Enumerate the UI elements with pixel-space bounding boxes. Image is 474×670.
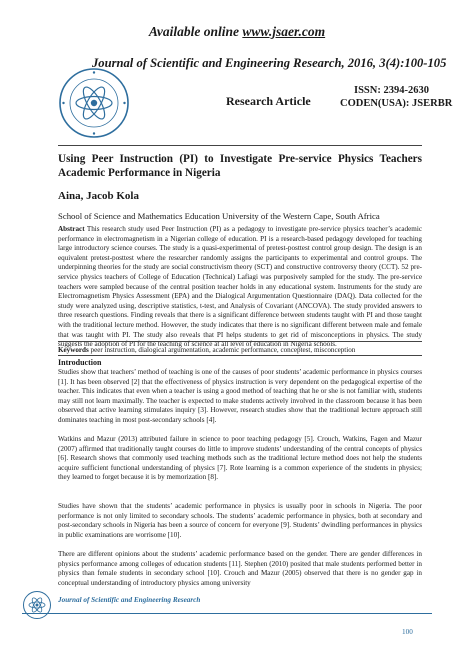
abstract	[58, 225, 422, 350]
page-number: 100	[402, 628, 413, 636]
abstract-label: Abstract	[58, 225, 85, 233]
coden: CODEN(USA): JSERBR	[340, 98, 453, 109]
keywords-text: peer instruction, dialogical argumentation, academic performance, conceptest, misconception	[88, 346, 356, 354]
journal-seal-icon	[22, 590, 52, 620]
footer-divider	[22, 613, 432, 614]
keywords-label: Keywords	[58, 346, 89, 354]
available-online-prefix: Available online	[148, 24, 243, 39]
keywords	[58, 346, 428, 354]
intro-paragraph: Watkins and Mazur (2013) attributed failure in science to poor teaching pedagogy [5]. Crouch, Watkins, Fagen and Mazur (2007) affirmed that traditionally taught courses do little to improve students’ understanding of the central concepts of physics [6]. Research shows that commonly used teaching methods such as the traditional lecture method does not help the students acquire sufficient functional understanding of physics [7]. Rote learning is a common experience of the students in physics; they learned to forget because it is by memorization [8].	[58, 435, 422, 482]
abstract-text: This research study used Peer Instruction (PI) as a pedagogy to investigate pre-service physics teacher’s academic performance in electromagnetism in a Nigerian college of education. PI is a research-based pedagogy developed for teaching large introductory science courses. The study is a quasi-experimental of pretest-posttest control group design. The design is an equivalent pretest-posttest where the researcher randomly assigns the participants to experimental and control groups. The underpinning theories for the study are social constructivism theory (SCT) and constructive controversy theory (CCT). 52 pre-service physics teachers of College of Education (Technical) Lafiagi was purposively sampled for the study. The pre-service teachers were sampled because of the central position teacher holds in any educational system. Instruments for the study are Electromagnetism Physics Assessment (EPA) and the Dialogical Argumentation Questionnaire (DAQ). Data collected for the study were analyzed using, descriptive statistics, t-test, and Analysis of Covariant (ANCOVA). The study provided answers to three research questions. Finding reveals that there is a significant difference between students taught with PI and those taught with the traditional lecture method. However, the study indicates that there is no significant different between male and female that was taught with PI. The study also reveals that PI helps students to get rid of misconceptions in physics. The study suggests the adoption of PI for the teaching of science at all level of education in Nigeria schools.	[58, 225, 422, 349]
article-type: Research Article	[226, 94, 311, 108]
available-online-line	[0, 24, 474, 40]
abstract-divider	[58, 341, 422, 342]
atom-seal-icon	[58, 67, 130, 139]
issn: ISSN: 2394-2630	[354, 85, 429, 96]
journal-citation: Journal of Scientific and Engineering Research, 2016, 3(4):100-105	[92, 56, 447, 70]
paper-title: Using Peer Instruction (PI) to Investigate Pre-service Physics Teachers Academic Performance in Nigeria	[58, 153, 422, 179]
paper-authors: Aina, Jacob Kola	[58, 190, 139, 202]
keywords-divider	[58, 355, 422, 356]
journal-website-link[interactable]: www.jsaer.com	[242, 24, 326, 39]
intro-paragraph: Studies show that teachers’ method of teaching is one of the causes of poor students’ academic performance in physics courses [1]. It has been observed [2] that the effectiveness of physics instruction is very dependent on the pedagogical expertise of the teacher. This indicates that even when a teacher is using a good method of teaching that he or she is not familiar with, students may still not learn maximally. The teacher is expected to make students actively involved in the classroom because it has been observed that active learning stimulates inquiry [3]. However, research studies show that the traditional lecture approach still dominates teaching in most post-secondary schools [4].	[58, 368, 422, 424]
author-affiliation: School of Science and Mathematics Education University of the Western Cape, South Africa	[58, 211, 380, 221]
section-heading-introduction: Introduction	[58, 358, 102, 367]
header-divider	[58, 145, 422, 146]
intro-paragraph: Studies have shown that the students’ academic performance in physics is usually poor in schools in Nigeria. The poor performance is not only limited to secondary schools. The students’ academic performance in physics, both at secondary and post-secondary schools in Nigeria has been a source of concern for everyone [9]. Students’ dwindling performances in physics in public examinations are worrisome [10].	[58, 502, 422, 539]
intro-paragraph: There are different opinions about the students’ academic performance based on the gender. There are gender differences in physics performance among colleges of education students [11]. Stephen (2010) posited that male students performed better in physics than female students in secondary school [10]. Crouch and Mazur (2005) observed that there is no gender gap in conceptual understanding of introductory physics among university	[58, 550, 422, 587]
footer-journal-name: Journal of Scientific and Engineering Research	[58, 596, 201, 604]
